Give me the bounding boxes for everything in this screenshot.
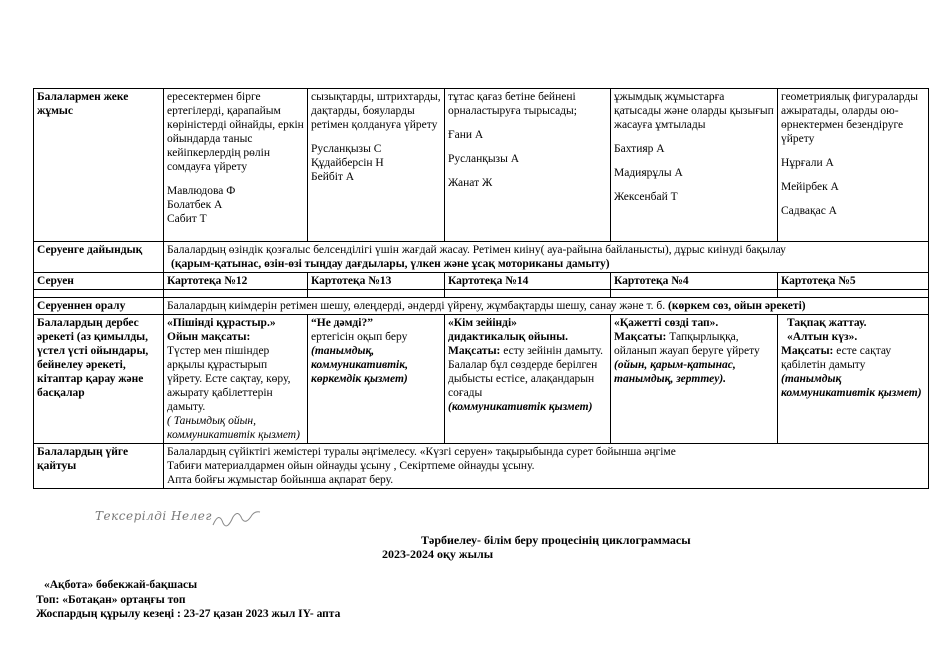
cell-individual-2 — [308, 89, 445, 242]
goal-label: Мақсаты: — [781, 345, 834, 357]
child-names — [781, 156, 925, 218]
academic-year: 2023-2024 оқу жылы — [382, 547, 494, 561]
row-walk — [34, 273, 929, 290]
row-independent-activity — [34, 315, 929, 444]
goal-label: Мақсаты: — [614, 331, 667, 343]
cell-text: ересектермен бірге ертегілерді, қарапайым көріністерді ойнайды, еркін ойындарда таныс кейіпкерлердің рөлін сомдауға үйрету — [167, 91, 304, 173]
activity-title: Тақпақ жаттау. — [787, 317, 867, 329]
activity-tag: (танымдық, коммуникативтік, көркемдік қызмет) — [311, 345, 408, 385]
activity-tag: (ойын, қарым-қатынас, танымдық, зерттеу). — [614, 359, 736, 385]
row-individual-work — [34, 89, 929, 242]
row-going-home — [34, 444, 929, 489]
walk-card: Картотеқа №12 — [164, 273, 308, 290]
schedule-table — [33, 88, 929, 489]
return-text: Балалардың киімдерін ретімен шешу, өлеңдерді, әндерді үйрену, жұмбақтарды шешу, санау және т. б. — [167, 300, 666, 312]
activity-goal — [781, 344, 925, 372]
reviewer-signature — [95, 505, 275, 533]
prep-tag: (қарым-қатынас, өзін-өзі тыңдау дағдылары, үлкен және ұсақ моториканы дамыту) — [171, 258, 610, 270]
cell-activity-4 — [611, 315, 778, 444]
activity-subtitle: дидактикалық ойыны. — [448, 331, 568, 343]
activity-goal — [448, 344, 607, 358]
cell-return — [164, 298, 929, 315]
child-name: Мадиярұлы А — [614, 167, 683, 179]
activity-subtitle: «Алтын күз». — [787, 331, 858, 343]
row-label: Серуенге дайындық — [34, 242, 164, 273]
child-name: Жанат Ж — [448, 177, 493, 189]
child-names — [448, 128, 607, 190]
activity-subtitle: Ойын мақсаты: — [167, 331, 251, 343]
group-name: Топ: «Ботақан» ортаңғы топ — [36, 594, 186, 606]
cell-individual-1 — [164, 89, 308, 242]
child-name: Бейбіт А — [311, 171, 355, 183]
cell-text: геометриялық фигураларды ажыратады, оларды ою-өрнектермен безендіруге үйрету — [781, 91, 918, 145]
goal-text: есту зейінін дамыту. — [500, 345, 603, 357]
home-line: Табиғи материалдармен ойын ойнауды ұсыну , Секіртпеме ойнауды ұсыну. — [167, 460, 535, 472]
child-name: Садвақас А — [781, 205, 837, 217]
child-name: Болатбек А — [167, 199, 223, 211]
kindergarten-name: «Ақбота» бөбекжай-бақшасы — [44, 579, 198, 591]
child-name: Мавлюдова Ф — [167, 185, 236, 197]
activity-body: Балалар бұл сөздерде берілген дыбысты естісе, алақандарын соғады — [448, 359, 598, 399]
walk-card: Картотеқа №14 — [445, 273, 611, 290]
row-label: Серуеннен оралу — [34, 298, 164, 315]
cell-text: сызықтарды, штрихтарды, дақтарды, бояуларды ретімен қолдануға үйрету — [311, 91, 441, 131]
activity-title: «Пішінді құрастыр.» — [167, 317, 276, 329]
child-name: Русланқызы С — [311, 143, 382, 155]
activity-body: ертегісін оқып беру — [311, 331, 408, 343]
row-label: Балалардың үйге қайтуы — [34, 444, 164, 489]
activity-title: «Қажетті сөзді тап». — [614, 317, 719, 329]
activity-tag: (коммуникативтік қызмет) — [448, 401, 593, 413]
child-names — [167, 184, 304, 226]
child-names — [614, 142, 774, 204]
child-name: Сабит Т — [167, 213, 207, 225]
activity-body: Түстер мен пішіндер арқылы құрастырып үйрету. Есте сақтау, көру, ажырату қабілеттерін дамыту. — [167, 345, 291, 413]
cell-walk-prep — [164, 242, 929, 273]
signature-scribble — [95, 505, 275, 533]
cell-activity-5 — [778, 315, 929, 444]
walk-card: Картотеқа №5 — [778, 273, 929, 290]
row-label: Балалармен жеке жұмыс — [34, 89, 164, 242]
signature-text: Тексерілді Нелег — [95, 509, 212, 523]
cell-text: тұтас қағаз бетіне бейнені орналастыруға тырысады; — [448, 91, 577, 117]
walk-card: Картотеқа №4 — [611, 273, 778, 290]
cell-activity-2 — [308, 315, 445, 444]
row-walk-prep — [34, 242, 929, 273]
goal-text: Тапқырлыққа, ойланып жауап беруге үйрету — [614, 331, 760, 357]
cell-individual-3 — [445, 89, 611, 242]
child-name: Русланқызы А — [448, 153, 520, 165]
row-label: Серуен — [34, 273, 164, 290]
walk-card: Картотеқа №13 — [308, 273, 445, 290]
child-names — [311, 142, 441, 184]
child-name: Мейірбек А — [781, 181, 839, 193]
child-name: Бахтияр А — [614, 143, 665, 155]
activity-tag: (танымдық коммуникативтік қызмет) — [781, 373, 922, 399]
child-name: Нұрғали А — [781, 157, 834, 169]
home-line: Балалардың сүйіктігі жемістері туралы әңгімелесу. «Күзгі серуен» тақырыбында сурет бойынша әңгіме — [167, 446, 676, 458]
prep-text: Балалардың өзіндік қозғалыс белсенділігі үшін жағдай жасау. Ретімен киіну( ауа-райына байланысты), дұрыс киінуді бақылау — [167, 244, 786, 256]
cell-individual-4 — [611, 89, 778, 242]
return-tag: (көркем сөз, ойын әрекеті) — [668, 300, 806, 312]
row-return — [34, 298, 929, 315]
activity-goal — [614, 330, 774, 358]
child-name: Жексенбай Т — [614, 191, 678, 203]
activity-title: “Не дәмді?” — [311, 317, 373, 329]
row-spacer — [34, 290, 929, 298]
activity-tag: ( Танымдық ойын, коммуникативтік қызмет) — [167, 415, 300, 441]
document-title: Тәрбиелеу- білім беру процесінің циклограммасы — [421, 533, 691, 547]
cell-activity-1 — [164, 315, 308, 444]
child-name: Ғани А — [448, 129, 484, 141]
child-name: Құдайберсін Н — [311, 157, 384, 169]
cell-individual-5 — [778, 89, 929, 242]
cell-going-home — [164, 444, 929, 489]
planning-period: Жоспардың құрылу кезеңі : 23-27 қазан 2023 жыл IY- апта — [36, 608, 341, 620]
activity-title: «Кім зейінді» — [448, 317, 517, 329]
goal-text: есте сақтау қабілетін дамыту — [781, 345, 892, 371]
cell-activity-3 — [445, 315, 611, 444]
home-line: Апта бойғы жұмыстар бойынша ақпарат беру. — [167, 474, 394, 486]
goal-label: Мақсаты: — [448, 345, 501, 357]
row-label: Балалардың дербес әрекеті (аз қимылды, үстел үсті ойындары, бейнелеу әрекеті, кітаптар қарау және басқалар — [34, 315, 164, 444]
cell-text: ұжымдық жұмыстарға қатысады және оларды қызығып жасауға ұмтылады — [614, 91, 774, 131]
